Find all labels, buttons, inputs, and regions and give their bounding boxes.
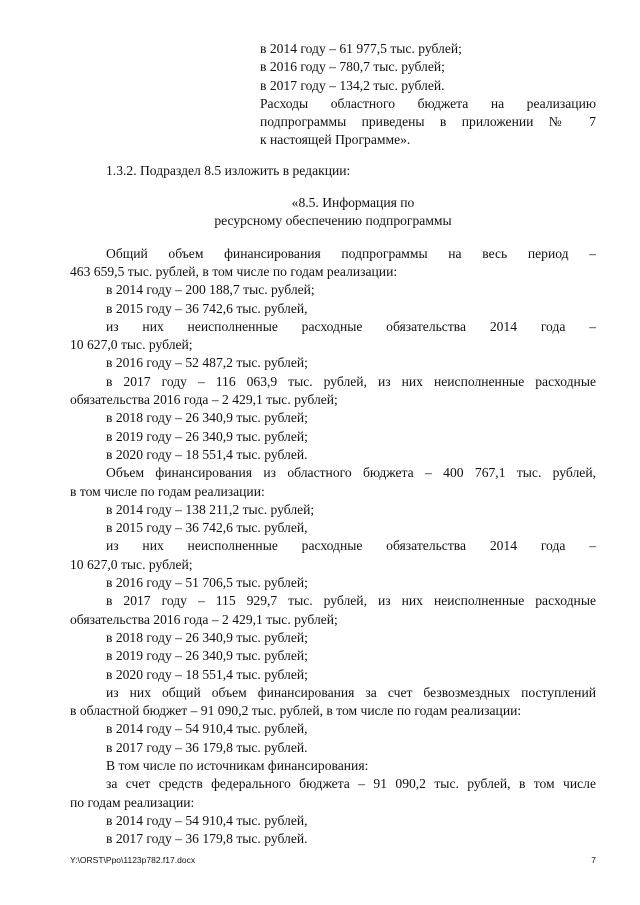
- text-line: по годам реализации:: [70, 794, 195, 810]
- text-line: в 2017 году – 134,2 тыс. рублей.: [260, 77, 445, 93]
- text-line: в областной бюджет – 91 090,2 тыс. рублей, в том числе по годам реализации:: [70, 703, 522, 719]
- text-line: 10 627,0 тыс. рублей;: [70, 337, 193, 353]
- text-line: в 2020 году – 18 551,4 тыс. рублей.: [106, 446, 308, 462]
- text-line: в 2017 году – 36 179,8 тыс. рублей.: [106, 739, 308, 755]
- text-line: в 2018 году – 26 340,9 тыс. рублей;: [106, 410, 308, 426]
- text-line: в 2014 году – 61 977,5 тыс. рублей;: [260, 41, 462, 56]
- text-line: 463 659,5 тыс. рублей, в том числе по годам реализации:: [70, 263, 398, 279]
- text-line: Общий объем финансирования подпрограммы на весь период –: [106, 245, 596, 261]
- financing-section: [70, 245, 596, 849]
- text-line: в 2018 году – 26 340,9 тыс. рублей;: [106, 629, 308, 645]
- text-line: В том числе по источникам финансирования:: [106, 757, 369, 773]
- text-line: из них общий объем финансирования за счет безвозмездных поступлений: [106, 684, 596, 700]
- heading-line: «8.5. Информация по: [291, 195, 415, 211]
- section-heading: [70, 194, 596, 231]
- text-line: Расходы областного бюджета на реализацию: [260, 95, 596, 111]
- text-line: в 2014 году – 138 211,2 тыс. рублей;: [106, 501, 315, 517]
- document-body: [70, 40, 596, 848]
- text-line: подпрограммы приведены в приложении № 7: [260, 114, 596, 130]
- text-line: к настоящей Программе».: [260, 132, 411, 148]
- text-line: в 2016 году – 52 487,2 тыс. рублей;: [106, 355, 308, 371]
- text-line: из них неисполненные расходные обязательства 2014 года –: [106, 538, 596, 554]
- page-footer: [70, 855, 596, 865]
- text-line: в 2014 году – 200 188,7 тыс. рублей;: [106, 282, 315, 298]
- text-line: в 2017 году – 36 179,8 тыс. рублей.: [106, 831, 308, 847]
- text-line: обязательства 2016 года – 2 429,1 тыс. рублей;: [70, 611, 338, 627]
- text-line: в 2014 году – 54 910,4 тыс. рублей,: [106, 721, 308, 737]
- text-line: в 2015 году – 36 742,6 тыс. рублей,: [106, 300, 308, 316]
- heading-line: ресурсному обеспечению подпрограммы: [214, 213, 452, 229]
- previous-section-tail: [260, 40, 596, 150]
- file-path: Y:\ORST\Ppo\1123p782.f17.docx: [70, 855, 196, 865]
- subsection-instruction: 1.3.2. Подраздел 8.5 изложить в редакции:: [106, 162, 351, 178]
- text-line: обязательства 2016 года – 2 429,1 тыс. рублей;: [70, 392, 338, 408]
- text-line: в 2019 году – 26 340,9 тыс. рублей;: [106, 428, 308, 444]
- text-line: за счет средств федерального бюджета – 91 090,2 тыс. рублей, в том числе: [106, 776, 596, 792]
- text-line: в 2015 году – 36 742,6 тыс. рублей,: [106, 520, 308, 536]
- text-line: в 2016 году – 780,7 тыс. рублей;: [260, 59, 445, 75]
- page-number: 7: [591, 855, 596, 865]
- text-line: Объем финансирования из областного бюджета – 400 767,1 тыс. рублей,: [106, 465, 596, 481]
- text-line: в 2020 году – 18 551,4 тыс. рублей;: [106, 666, 308, 682]
- text-line: в 2016 году – 51 706,5 тыс. рублей;: [106, 575, 308, 591]
- text-line: 10 627,0 тыс. рублей;: [70, 556, 193, 572]
- text-line: в 2019 году – 26 340,9 тыс. рублей;: [106, 648, 308, 664]
- text-line: в 2014 году – 54 910,4 тыс. рублей,: [106, 812, 308, 828]
- text-line: из них неисполненные расходные обязательства 2014 года –: [106, 318, 596, 334]
- text-line: в том числе по годам реализации:: [70, 483, 265, 499]
- text-line: в 2017 году – 116 063,9 тыс. рублей, из них неисполненные расходные: [106, 373, 596, 389]
- text-line: в 2017 году – 115 929,7 тыс. рублей, из них неисполненные расходные: [106, 593, 596, 609]
